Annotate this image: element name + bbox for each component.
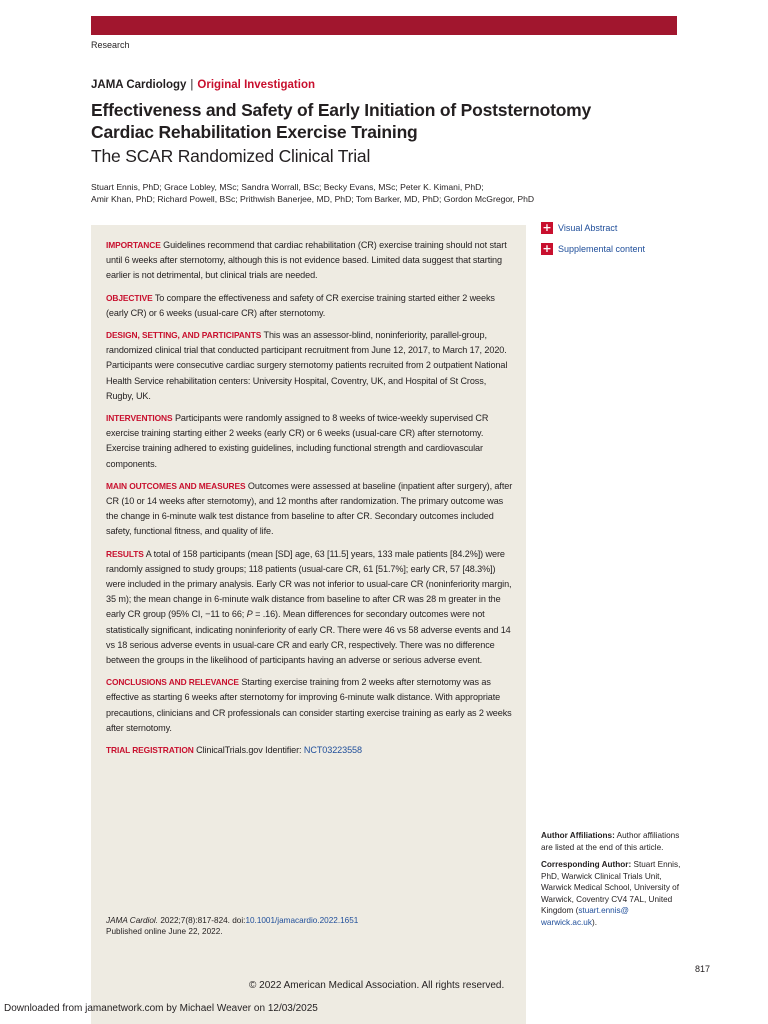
citation [106, 916, 516, 937]
copyright: © 2022 American Medical Association. All rights reserved. [249, 980, 505, 991]
abstract-conclusions [106, 675, 516, 736]
interventions-text: Participants were randomly assigned to 8 weeks of twice-weekly supervised CR exercise training starting either 2 weeks (early CR) or 6 weeks (usual-care CR) after sternotomy. Exercise training adhered to existing guidelines, including functional strength and cardiovascular components. [106, 413, 489, 469]
authors-line: Amir Khan, PhD; Richard Powell, BSc; Prithwish Banerjee, MD, PhD; Tom Barker, MD, PhD; Gordon McGregor, PhD [91, 194, 535, 205]
abstract-results [106, 547, 516, 669]
registration-heading: TRIAL REGISTRATION [106, 745, 194, 756]
article-subtitle: The SCAR Randomized Clinical Trial [91, 146, 371, 166]
trial-registration-link[interactable]: NCT03223558 [303, 745, 362, 756]
side-links [541, 222, 681, 264]
affiliations-label: Author Affiliations: [541, 831, 615, 840]
abstract-registration [106, 743, 516, 758]
abstract-objective [106, 291, 516, 321]
objective-heading: OBJECTIVE [106, 292, 153, 303]
results-heading: RESULTS [106, 548, 144, 559]
visual-abstract-label: Visual Abstract [558, 223, 618, 233]
conclusions-heading: CONCLUSIONS AND RELEVANCE [106, 677, 239, 688]
page-number: 817 [695, 964, 711, 974]
p-value-symbol: P [246, 609, 253, 620]
abstract [106, 238, 516, 765]
plus-icon: + [542, 242, 552, 255]
outcomes-heading: MAIN OUTCOMES AND MEASURES [106, 480, 246, 491]
abstract-outcomes [106, 479, 516, 540]
article-type: Original Investigation [197, 79, 315, 91]
doi-link[interactable]: 10.1001/jamacardio.2022.1651 [245, 916, 359, 925]
results-text-continued: = .16). Mean differences for secondary outcomes were not statistically significant, indicating noninferiority of early CR. There were 46 vs 58 adverse events and 14 vs 18 serious adverse events in usual-care CR and early CR, respectively. There was no difference between the groups in the likelihood of participants having an adverse or serious adverse event. [106, 609, 511, 666]
results-text: A total of 158 participants (mean [SD] age, 63 [11.5] years, 133 male patients [84.2%]) were randomly assigned to study groups; 118 patients (usual-care CR, 61 [51.7%]; early CR, 57 [48.3%]) were included in the primary analysis. Early CR was not inferior to usual-care CR (noninferiority margin, 35 m); the mean change in 6-minute walk distance from baseline to after CR was 28 m greater in the early CR group (95% CI, −11 to 66; [106, 548, 512, 620]
article-title: Effectiveness and Safety of Early Initiation of Poststernotomy Cardiac Rehabilitation Exercise Training [91, 100, 592, 142]
corresponding-author [541, 859, 681, 928]
corresponding-text: Stuart Ennis, PhD, Warwick Clinical Trials Unit, Warwick Medical School, University of Warwick, Coventry CV4 7AL, United Kingdom ( [541, 860, 681, 915]
header-bar [91, 16, 677, 35]
journal-line [91, 79, 315, 91]
email-link[interactable]: stuart.ennis@ warwick.ac.uk [541, 906, 629, 927]
affiliations-text: Author affiliations are listed at the end of this article. [541, 831, 680, 852]
importance-text: Guidelines recommend that cardiac rehabilitation (CR) exercise training should not start until 6 weeks after sternotomy, although this is not evidence based. Limited data suggest that starting earlier is not detrimental, but clinical trials are needed. [106, 240, 507, 281]
interventions-heading: INTERVENTIONS [106, 413, 173, 424]
conclusions-text: Starting exercise training from 2 weeks after sternotomy was as effective as starting 6 weeks after sternotomy for improving 6-minute walk distance. With appropriate precautions, clinicians and CR professionals can consider starting exercise training as early as 2 weeks after sternotomy. [106, 677, 512, 733]
citation-line [106, 916, 516, 927]
authors-line: Stuart Ennis, PhD; Grace Lobley, MSc; Sandra Worrall, BSc; Becky Evans, MSc; Peter K. Kimani, PhD; [91, 182, 484, 192]
abstract-importance [106, 238, 516, 284]
supplemental-content-label: Supplemental content [558, 244, 646, 254]
outcomes-text: Outcomes were assessed at baseline (inpatient after surgery), after CR (10 or 14 weeks after sternotomy), and 12 months after randomization. The primary outcome was the change in 6-minute walk test distance from baseline to after CR. Secondary outcomes included safety, functional fitness, and quality of life. [106, 480, 513, 537]
download-notice: Downloaded from jamanetwork.com by Michael Weaver on 12/03/2025 [4, 1003, 318, 1014]
author-list [91, 181, 551, 206]
plus-icon: + [542, 221, 552, 234]
abstract-design [106, 328, 516, 404]
corresponding-label: Corresponding Author: [541, 860, 632, 869]
supplemental-content-link[interactable] [541, 243, 681, 255]
objective-text: To compare the effectiveness and safety of CR exercise training started either 2 weeks (early CR) or 6 weeks (usual-care CR) after sternotomy. [106, 292, 495, 318]
section-label: Research [91, 40, 130, 50]
abstract-interventions [106, 411, 516, 472]
citation-journal: JAMA Cardiol. [106, 916, 159, 925]
journal-separator: | [190, 79, 194, 91]
registration-text: ClinicalTrials.gov Identifier: [196, 745, 302, 756]
importance-heading: IMPORTANCE [106, 240, 161, 250]
affiliations-note [541, 830, 681, 853]
published-date: Published online June 22, 2022. [106, 926, 223, 936]
design-text: This was an assessor-blind, noninferiority, parallel-group, randomized clinical trial that conducted participant recruitment from June 12, 2017, to March 17, 2020. Participants were consecutive cardiac surgery sternotomy patients recruited from 2 outpatient National Health Service rehabilitation centers: University Hospital, Coventry, UK, and Hospital of St Cross, Rugby, UK. [106, 330, 508, 401]
design-heading: DESIGN, SETTING, AND PARTICIPANTS [106, 330, 262, 341]
citation-details: 2022;7(8):817-824. doi: [160, 916, 246, 925]
corresponding-close: ). [591, 917, 597, 927]
journal-name: JAMA Cardiology [91, 79, 187, 91]
visual-abstract-link[interactable] [541, 222, 681, 234]
author-affiliations [541, 830, 681, 934]
